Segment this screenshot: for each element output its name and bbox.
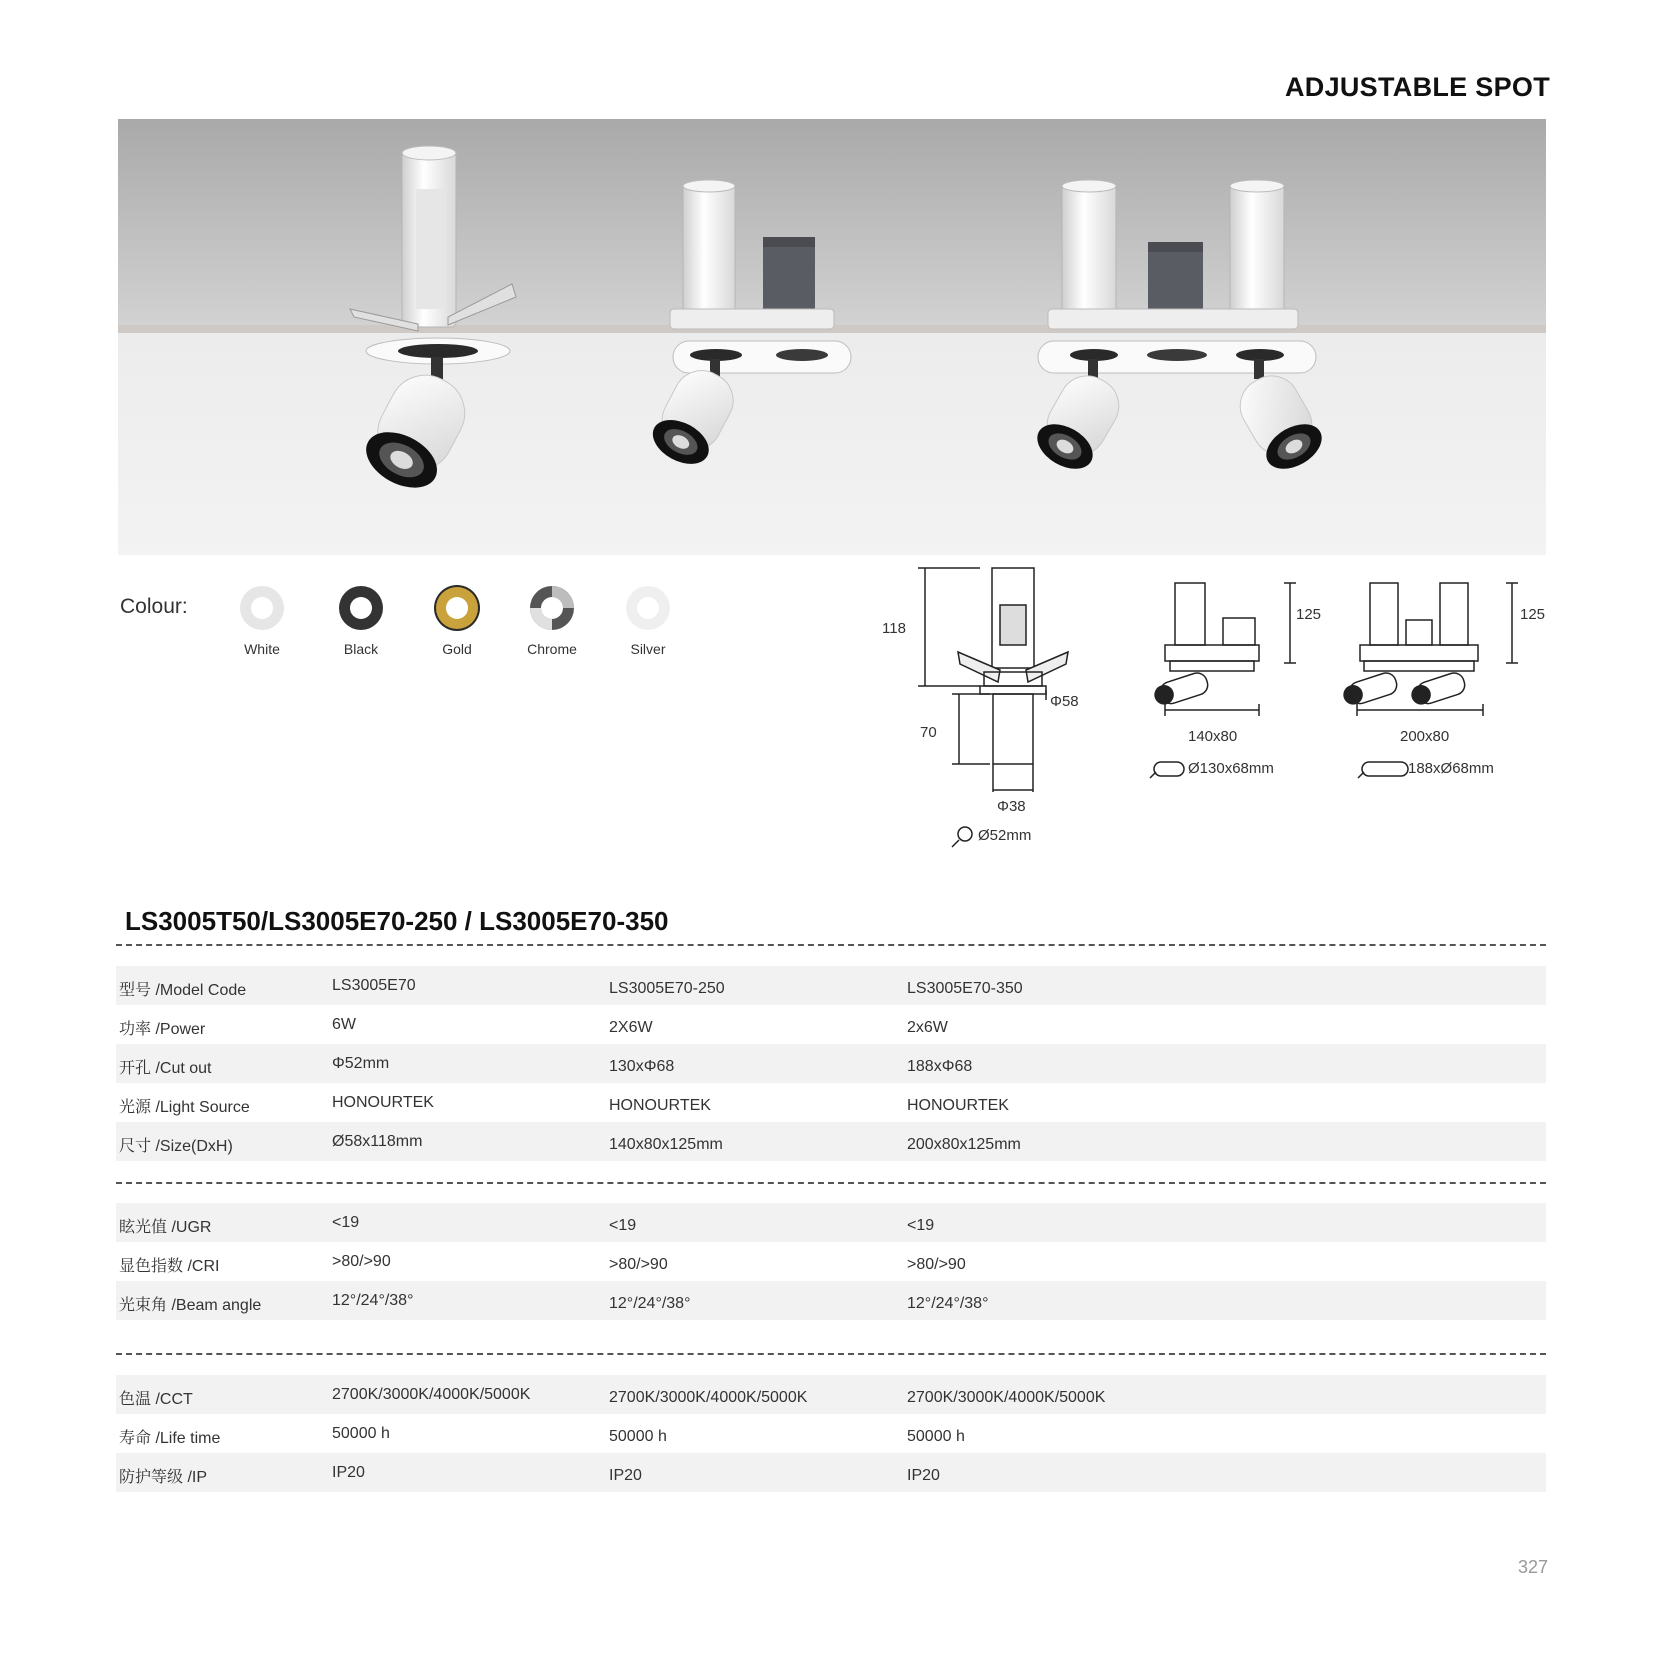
spec-value-2: LS3005E70-250 — [609, 980, 725, 997]
spec-value-1: Φ52mm — [332, 1055, 390, 1072]
swatch-chrome — [522, 583, 582, 657]
spec-value-2: 12°/24°/38° — [609, 1295, 691, 1312]
spec-value-3: <19 — [907, 1217, 935, 1234]
swatch-black — [331, 583, 391, 657]
spec-value-2: 2700K/3000K/4000K/5000K — [609, 1389, 808, 1406]
spec-row-size — [116, 1122, 1546, 1161]
dim-triple-cutout: 188xØ68mm — [1408, 760, 1494, 777]
divider-2 — [116, 1182, 1546, 1184]
swatch-white — [232, 583, 292, 657]
double-drawing — [1150, 583, 1296, 778]
spec-label: 防护等级 /IP — [119, 1469, 208, 1486]
spec-value-2: HONOURTEK — [609, 1097, 711, 1114]
spec-value-3: IP20 — [907, 1467, 940, 1484]
spec-group-basic — [116, 966, 1546, 1161]
dim-triple-size: 200x80 — [1400, 728, 1450, 745]
spec-label: 眩光值 /UGR — [119, 1219, 212, 1236]
spec-value-2: IP20 — [609, 1467, 642, 1484]
spec-label: 显色指数 /CRI — [119, 1258, 220, 1275]
swatch-black-label: Black — [343, 641, 379, 657]
spec-value-3: 12°/24°/38° — [907, 1295, 989, 1312]
cutout-icon — [952, 827, 972, 847]
triple-drawing — [1341, 583, 1518, 778]
spec-group-optical — [116, 1203, 1546, 1320]
page-header-title: ADJUSTABLE SPOT — [1284, 72, 1550, 102]
colour-label: Colour: — [120, 595, 188, 618]
dim-single-height: 118 — [882, 620, 906, 637]
spec-row-ugr — [116, 1203, 1546, 1242]
spec-value-2: 2X6W — [609, 1019, 653, 1036]
spec-value-2: >80/>90 — [609, 1256, 668, 1273]
spec-row-model — [116, 966, 1546, 1005]
spec-label: 开孔 /Cut out — [119, 1060, 212, 1077]
technical-drawings — [860, 560, 1560, 860]
spec-value-1: 6W — [332, 1016, 356, 1033]
spec-value-1: 12°/24°/38° — [332, 1292, 414, 1309]
spec-value-1: Ø58x118mm — [332, 1133, 423, 1150]
spec-value-1: 50000 h — [332, 1425, 390, 1442]
spec-value-3: >80/>90 — [907, 1256, 966, 1273]
spec-label: 光源 /Light Source — [119, 1099, 250, 1116]
spec-row-cct — [116, 1375, 1546, 1414]
spec-value-3: 2x6W — [907, 1019, 948, 1036]
product-title: LS3005T50/LS3005E70-250 / LS3005E70-350 — [125, 906, 669, 936]
spec-label: 色温 /CCT — [119, 1391, 193, 1408]
dim-single-depth: 70 — [920, 724, 937, 741]
spec-value-1: IP20 — [332, 1464, 365, 1481]
spec-label: 寿命 /Life time — [119, 1430, 221, 1447]
spec-value-3: 188xΦ68 — [907, 1058, 973, 1075]
swatch-silver-label: Silver — [630, 641, 666, 657]
spec-row-ip — [116, 1453, 1546, 1492]
dim-double-cutout: Ø130x68mm — [1188, 760, 1274, 777]
spec-value-2: 140x80x125mm — [609, 1136, 723, 1153]
divider-1 — [116, 944, 1546, 946]
spec-row-cutout — [116, 1044, 1546, 1083]
spec-value-1: >80/>90 — [332, 1253, 391, 1270]
spec-value-1: 2700K/3000K/4000K/5000K — [332, 1386, 531, 1403]
spec-value-3: LS3005E70-350 — [907, 980, 1023, 997]
spec-value-1: HONOURTEK — [332, 1094, 434, 1111]
spec-group-general — [116, 1375, 1546, 1492]
spec-label: 光束角 /Beam angle — [119, 1297, 262, 1314]
swatch-gold — [427, 583, 487, 657]
spec-row-power — [116, 1005, 1546, 1044]
spec-label: 功率 /Power — [119, 1021, 206, 1038]
spec-value-2: <19 — [609, 1217, 637, 1234]
dim-double-height: 125 — [1296, 606, 1322, 623]
dim-double-size: 140x80 — [1188, 728, 1238, 745]
divider-3 — [116, 1353, 1546, 1355]
dim-single-flange: Φ58 — [1050, 693, 1079, 710]
spec-label: 型号 /Model Code — [119, 982, 247, 999]
spec-value-2: 50000 h — [609, 1428, 667, 1445]
product-hero-image — [118, 119, 1546, 555]
dim-single-cutout: Ø52mm — [978, 827, 1032, 844]
spec-value-3: 50000 h — [907, 1428, 965, 1445]
spec-label: 尺寸 /Size(DxH) — [119, 1138, 233, 1155]
spec-row-beam-angle — [116, 1281, 1546, 1320]
swatch-gold-label: Gold — [442, 641, 472, 657]
spec-row-cri — [116, 1242, 1546, 1281]
dim-triple-height: 125 — [1520, 606, 1546, 623]
dim-single-body: Φ38 — [997, 798, 1026, 815]
spec-value-3: HONOURTEK — [907, 1097, 1009, 1114]
spec-row-light-source — [116, 1083, 1546, 1122]
spec-value-2: 130xΦ68 — [609, 1058, 675, 1075]
spec-row-lifetime — [116, 1414, 1546, 1453]
single-drawing — [918, 568, 1068, 792]
swatch-white-label: White — [244, 641, 280, 657]
page-number: 327 — [1517, 1557, 1548, 1577]
spec-value-3: 2700K/3000K/4000K/5000K — [907, 1389, 1106, 1406]
swatch-silver — [618, 583, 678, 657]
spec-value-1: LS3005E70 — [332, 977, 416, 994]
spec-value-3: 200x80x125mm — [907, 1136, 1021, 1153]
spec-value-1: <19 — [332, 1214, 360, 1231]
swatch-chrome-label: Chrome — [527, 641, 577, 657]
